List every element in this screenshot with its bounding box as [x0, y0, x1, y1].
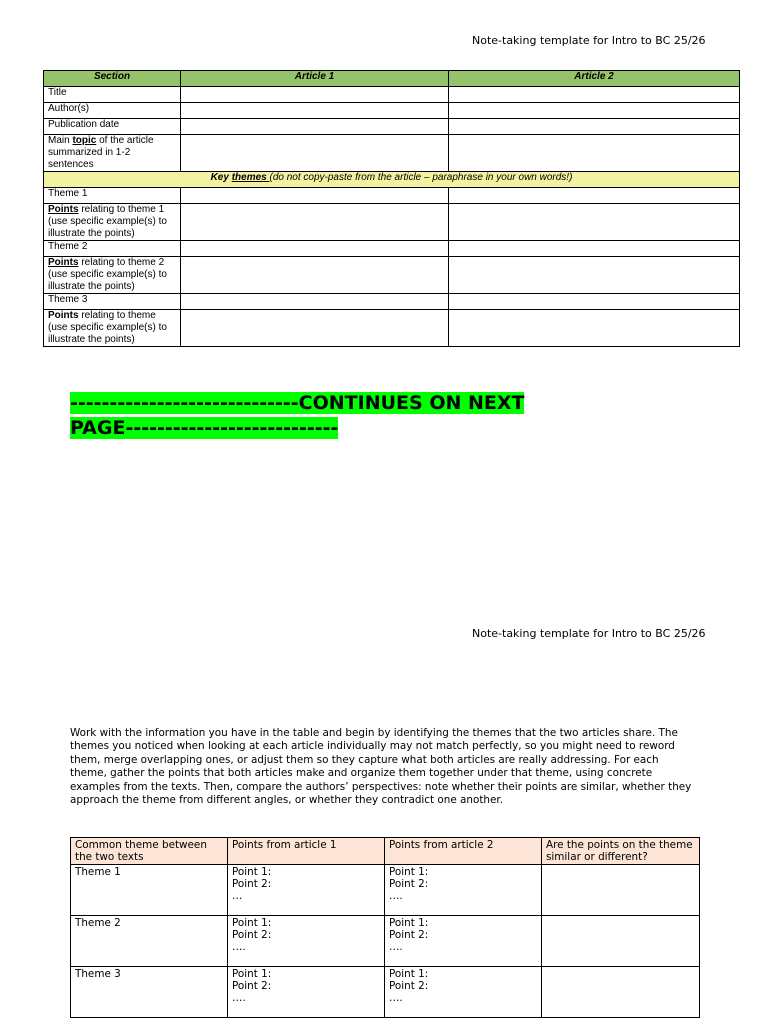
table-row — [44, 257, 740, 294]
table-row — [44, 204, 740, 241]
point-1-label: Point 1: — [232, 866, 272, 878]
ellipsis: … — [232, 890, 243, 902]
row-label-theme-3: Theme 3 — [44, 294, 181, 310]
page-header-note: Note-taking template for Intro to BC 25/26 — [472, 627, 706, 640]
article-1-date-cell[interactable] — [181, 119, 449, 135]
label-text: Main — [48, 135, 73, 146]
point-1-label: Point 1: — [232, 968, 272, 980]
keyword-points: Points — [48, 204, 79, 215]
article-2-theme-1-cell[interactable] — [449, 188, 740, 204]
point-2-label: Point 2: — [232, 878, 272, 890]
article-2-points-2-cell[interactable] — [449, 257, 740, 294]
theme-3-label: Theme 3 — [71, 967, 228, 1018]
article-1-theme-3-cell[interactable] — [181, 294, 449, 310]
continues-on-next-page-banner — [70, 391, 540, 441]
table-row — [44, 310, 740, 347]
point-1-label: Point 1: — [389, 866, 429, 878]
row-label-theme-1: Theme 1 — [44, 188, 181, 204]
point-1-label: Point 1: — [389, 917, 429, 929]
point-2-label: Point 2: — [389, 980, 429, 992]
row-label-theme-2: Theme 2 — [44, 241, 181, 257]
ellipsis: …. — [232, 992, 246, 1004]
article-1-theme-1-cell[interactable] — [181, 188, 449, 204]
key-themes-banner — [44, 172, 740, 188]
row-label-points-theme-1 — [44, 204, 181, 241]
article-1-authors-cell[interactable] — [181, 103, 449, 119]
column-header-common-theme: Common theme between the two texts — [71, 838, 228, 865]
themes-note: (do not copy-paste from the article – paraphrase in your own words!) — [269, 172, 573, 183]
point-2-label: Point 2: — [389, 878, 429, 890]
table-row — [71, 916, 700, 967]
article-2-points-3-cell[interactable] — [449, 310, 740, 347]
column-header-points-article-2: Points from article 2 — [385, 838, 542, 865]
column-header-similar-or-different: Are the points on the theme similar or different? — [542, 838, 700, 865]
article-2-points-cell[interactable] — [385, 916, 542, 967]
article-1-title-cell[interactable] — [181, 87, 449, 103]
label-text: of the article summarized in 1-2 sentences — [48, 135, 154, 170]
article-2-points-1-cell[interactable] — [449, 204, 740, 241]
article-2-date-cell[interactable] — [449, 119, 740, 135]
point-1-label: Point 1: — [232, 917, 272, 929]
label-text: relating to theme 2 (use specific example(s) to illustrate the points) — [48, 257, 167, 292]
ellipsis: …. — [232, 941, 246, 953]
point-1-label: Point 1: — [389, 968, 429, 980]
table-row — [71, 865, 700, 916]
comparison-cell[interactable] — [542, 916, 700, 967]
label-text: relating to theme 1 (use specific example(s) to illustrate the points) — [48, 204, 167, 239]
column-header-section: Section — [44, 71, 181, 87]
article-1-topic-cell[interactable] — [181, 135, 449, 172]
theme-comparison-table — [70, 837, 700, 1018]
article-1-points-cell[interactable] — [228, 865, 385, 916]
banner-text: -----------------------------CONTINUES ON NEXT PAGE--------------------------- — [70, 392, 525, 439]
column-header-article-2: Article 2 — [449, 71, 740, 87]
row-label-main-topic — [44, 135, 181, 172]
article-2-theme-3-cell[interactable] — [449, 294, 740, 310]
row-label-points-theme-2 — [44, 257, 181, 294]
article-2-authors-cell[interactable] — [449, 103, 740, 119]
table-row — [71, 967, 700, 1018]
theme-2-label: Theme 2 — [71, 916, 228, 967]
ellipsis: …. — [389, 890, 403, 902]
article-1-points-2-cell[interactable] — [181, 257, 449, 294]
row-label-points-theme-3 — [44, 310, 181, 347]
keyword-topic: topic — [72, 135, 97, 146]
point-2-label: Point 2: — [389, 929, 429, 941]
comparison-cell[interactable] — [542, 967, 700, 1018]
table-row — [44, 241, 740, 257]
table-row — [44, 294, 740, 310]
article-1-theme-2-cell[interactable] — [181, 241, 449, 257]
article-1-points-cell[interactable] — [228, 967, 385, 1018]
row-label-authors: Author(s) — [44, 103, 181, 119]
table-row — [44, 135, 740, 172]
table-row — [44, 119, 740, 135]
key-themes-banner-row — [44, 172, 740, 188]
column-header-article-1: Article 1 — [181, 71, 449, 87]
ellipsis: …. — [389, 992, 403, 1004]
article-1-points-1-cell[interactable] — [181, 204, 449, 241]
row-label-publication-date: Publication date — [44, 119, 181, 135]
keyword-points: Points — [48, 257, 79, 268]
label-text: relating to theme (use specific example(s) to illustrate the points) — [48, 310, 167, 345]
article-2-points-cell[interactable] — [385, 865, 542, 916]
row-label-title: Title — [44, 87, 181, 103]
theme-1-label: Theme 1 — [71, 865, 228, 916]
table-row — [44, 188, 740, 204]
ellipsis: …. — [389, 941, 403, 953]
table-row — [44, 103, 740, 119]
point-2-label: Point 2: — [232, 980, 272, 992]
article-2-theme-2-cell[interactable] — [449, 241, 740, 257]
article-1-points-cell[interactable] — [228, 916, 385, 967]
article-2-topic-cell[interactable] — [449, 135, 740, 172]
article-2-points-cell[interactable] — [385, 967, 542, 1018]
table-row — [44, 87, 740, 103]
article-notes-table — [43, 70, 740, 347]
keyword-points: Points — [48, 310, 79, 321]
keyword-themes: themes — [231, 172, 270, 183]
column-header-points-article-1: Points from article 1 — [228, 838, 385, 865]
instructions-paragraph: Work with the information you have in the table and begin by identifying the themes that the two articles share. The themes you noticed when looking at each article individually may not match perfectly, so you might need to reword them, merge overlapping ones, or adjust them so they capture what both articles are really addressing. For each theme, gather the points that both articles make and organize them together under that theme, using concrete examples from the texts. Then, compare the authors’ perspectives: note whether their points are similar, whether they approach the theme from different angles, or whether they contradict one another. — [70, 727, 692, 807]
comparison-cell[interactable] — [542, 865, 700, 916]
page-header-note: Note-taking template for Intro to BC 25/26 — [472, 34, 706, 47]
article-2-title-cell[interactable] — [449, 87, 740, 103]
point-2-label: Point 2: — [232, 929, 272, 941]
keyword-key: Key — [210, 172, 232, 183]
article-1-points-3-cell[interactable] — [181, 310, 449, 347]
